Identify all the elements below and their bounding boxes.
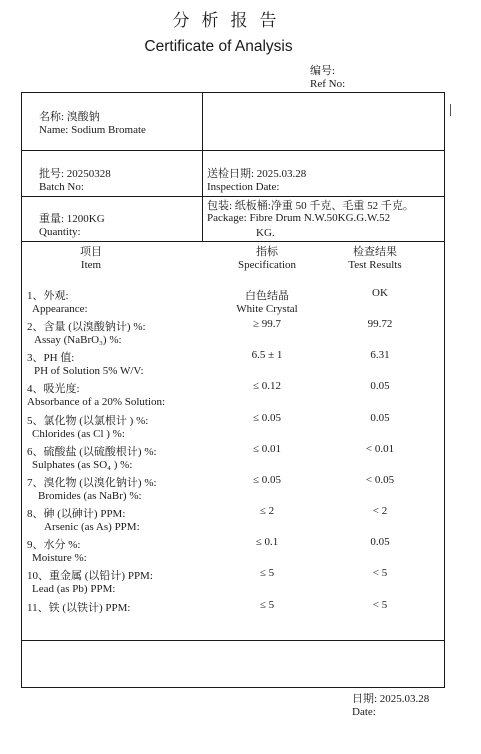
issue-date-en: Date: [352,706,376,718]
row-10-result: < 5 [372,567,388,579]
row-11-item-cn: 11、铁 (以铁计) PPM: [27,602,131,614]
row-1-spec-en: White Crystal [236,303,298,315]
row-1-spec: 白色结晶 [245,290,289,302]
row-6-item-en: Sulphates (as SO₄ ) %: [32,459,133,471]
row-2-spec: ≥ 99.7 [252,318,282,330]
title-chinese: 分析报告 [172,11,289,30]
row-4-result: 0.05 [370,380,390,392]
product-name-cn: 名称: 溴酸钠 [39,111,100,123]
package-en-line2: KG. [256,227,275,239]
row-3-result: 6.31 [370,349,390,361]
row-1-result: OK [372,287,388,299]
ref-no-en: Ref No: [310,78,346,90]
row-6-spec: ≤ 0.01 [252,443,282,455]
row-5-item-en: Chlorides (as Cl ) %: [32,428,125,440]
row-2-item-cn: 2、含量 (以溴酸钠计) %: [27,321,146,333]
row-10-item-cn: 10、重金属 (以铅计) PPM: [27,570,153,582]
row-9-item-cn: 9、水分 %: [27,539,81,551]
row-10-item-en: Lead (as Pb) PPM: [32,583,116,595]
row-11-result: < 5 [372,599,388,611]
row-3-spec: 6.5 ± 1 [251,349,283,361]
package-en-line1: Package: Fibre Drum N.W.50KG.G.W.52 [207,212,391,224]
batch-no-en: Batch No: [39,181,84,193]
row-8-item-en: Arsenic (as As) PPM: [44,521,140,533]
row-1-item-cn: 1、外观: [27,290,69,302]
inspection-date-cn: 送检日期: 2025.03.28 [207,168,307,180]
product-name-en: Name: Sodium Bromate [39,124,146,136]
row-7-result: < 0.05 [365,474,395,486]
row-4-item-en: Absorbance of a 20% Solution: [27,396,166,408]
row-4-item-cn: 4、吸光度: [27,383,80,395]
row-3-item-en: PH of Solution 5% W/V: [34,365,144,377]
row-9-result: 0.05 [370,536,390,548]
row-8-result: < 2 [372,505,388,517]
spec-header-en: Specification [237,259,297,271]
row-8-spec: ≤ 2 [259,505,275,517]
quantity-en: Quantity: [39,226,81,238]
row-3-item-cn: 3、PH 值: [27,352,75,364]
result-header-cn: 检查结果 [353,246,397,258]
item-header-cn: 项目 [80,246,102,258]
row-5-item-cn: 5、氯化物 (以氯根计 ) %: [27,415,149,427]
item-header-en: Item [80,259,102,271]
row-5-spec: ≤ 0.05 [252,412,282,424]
spec-header-cn: 指标 [256,246,278,258]
inspection-date-en: Inspection Date: [207,181,280,193]
row-5-result: 0.05 [370,412,390,424]
row-7-spec: ≤ 0.05 [252,474,282,486]
row-9-spec: ≤ 0.1 [255,536,279,548]
row-4-spec: ≤ 0.12 [252,380,282,392]
row-10-spec: ≤ 5 [259,567,275,579]
row-1-item-en: Appearance: [32,303,88,315]
quantity-cn: 重量: 1200KG [39,213,105,225]
title-english: Certificate of Analysis [144,38,293,55]
issue-date-cn: 日期: 2025.03.28 [352,693,430,705]
row-8-item-cn: 8、砷 (以砷计) PPM: [27,508,126,520]
row-2-result: 99.72 [367,318,393,330]
ref-no-cn: 编号: [310,65,336,77]
result-header-en: Test Results [348,259,402,271]
row-2-item-en: Assay (NaBrO₃) %: [34,334,122,346]
batch-no-cn: 批号: 20250328 [39,168,111,180]
row-7-item-en: Bromides (as NaBr) %: [38,490,142,502]
row-11-spec: ≤ 5 [259,599,275,611]
row-9-item-en: Moisture %: [32,552,87,564]
row-6-result: < 0.01 [365,443,395,455]
row-6-item-cn: 6、硫酸盐 (以硫酸根计) %: [27,446,157,458]
package-cn: 包装: 纸板桶:净重 50 千克、毛重 52 千克。 [207,200,414,212]
row-7-item-cn: 7、溴化物 (以溴化钠计) %: [27,477,157,489]
